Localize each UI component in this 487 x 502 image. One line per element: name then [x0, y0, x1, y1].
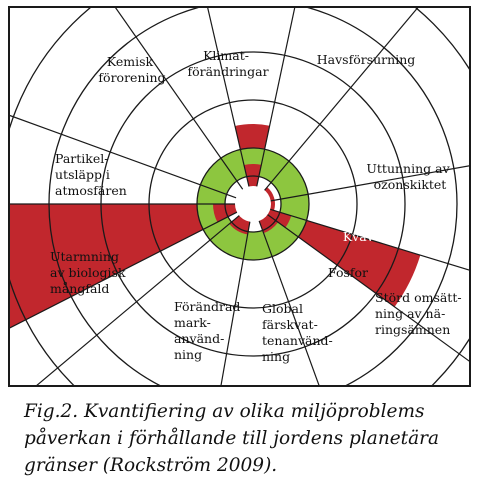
caption-line-3: gränser (Rockström 2009).	[24, 455, 278, 476]
label-klimat: Klimat- förändringar	[187, 48, 269, 79]
label-markanvandning: Förändrad mark- använd- ning	[174, 299, 241, 362]
caption-line-1: Fig.2. Kvantifiering av olika miljöproblems	[24, 401, 425, 422]
label-biologisk: Utarmning av biologisk mångfald	[50, 249, 126, 296]
figure-caption	[24, 398, 479, 479]
figure-frame	[8, 6, 471, 387]
label-ozon: Uttunning av ozonskiktet	[366, 161, 450, 192]
inner-white-center	[235, 186, 271, 222]
planetary-boundaries-diagram	[10, 8, 471, 387]
label-farskvatten: Global färskvat- tenanvänd- ning	[262, 301, 333, 364]
label-fosfor: Fosfor	[327, 265, 369, 280]
divider-13	[10, 67, 236, 198]
label-kvave: Kväve	[342, 229, 382, 244]
label-kemisk: Kemisk förorening	[98, 54, 166, 85]
label-stord: Störd omsätt- ning av nä- ringsämnen	[375, 290, 462, 337]
label-partikel: Partikel- utsläpp i atmosfären	[55, 151, 127, 198]
caption-line-2: påverkan i förhållande till jordens planetära	[24, 428, 440, 449]
label-havsforsurning: Havsförsurning	[316, 52, 416, 67]
